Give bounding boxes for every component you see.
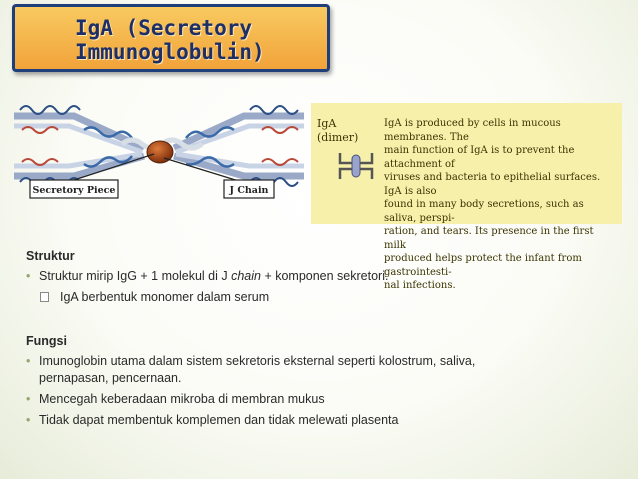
panel-text-line: nal infections. (384, 280, 456, 291)
bullet-icon: • (26, 269, 31, 283)
bullet-icon: • (26, 354, 31, 368)
panel-label (317, 117, 358, 145)
panel-text-line: viruses and bacteria to epithelial surfaces. IgA is also (384, 172, 601, 197)
panel-text-line: main function of IgA is to prevent the attachment of (384, 145, 575, 170)
checkbox-icon (40, 292, 49, 302)
struktur-heading: Struktur (26, 249, 75, 263)
slide-title-line-1: IgA (Secretory (75, 16, 253, 40)
j-chain-label: J Chain (229, 185, 269, 196)
fungsi-bullet (26, 412, 616, 429)
struktur-sub-bullet (26, 289, 616, 306)
struktur-bullet-text-suffix: + komponen sekretori. (260, 269, 389, 283)
fungsi-heading: Fungsi (26, 334, 67, 348)
fungsi-bullet-text: Tidak dapat membentuk komplemen dan tidak melewati plasenta (39, 413, 399, 427)
struktur-bullet-text-prefix: Struktur mirip IgG + 1 molekul di J (39, 269, 232, 283)
slide-title-box (12, 4, 330, 72)
iga-dimer-icon (336, 149, 376, 183)
fungsi-bullet (26, 391, 616, 408)
iga-dimer-diagram (14, 100, 304, 208)
panel-label-line-1: IgA (317, 117, 337, 130)
struktur-bullet-text-italic: chain (231, 269, 261, 283)
fungsi-bullet-text: Imunoglobin utama dalam sistem sekretoris eksternal seperti kolostrum, saliva, (39, 354, 476, 368)
fungsi-bullet-text: Mencegah keberadaan mikroba di membran mukus (39, 392, 325, 406)
fungsi-bullet-text-continued: pernapasan, pencernaan. (39, 371, 182, 385)
panel-label-line-2: (dimer) (317, 131, 359, 144)
bullet-icon: • (26, 392, 31, 406)
bullet-icon: • (26, 413, 31, 427)
slide-body (26, 248, 616, 429)
panel-text-line: IgA is produced by cells in mucous membranes. The (384, 118, 561, 143)
fungsi-bullet (26, 353, 616, 387)
slide-title-line-2: Immunoglobulin) (75, 40, 265, 64)
panel-text-line: ration, and tears. Its presence in the first milk (384, 226, 594, 251)
panel-text-line: produced helps protect the infant from gastrointesti- (384, 253, 582, 278)
struktur-bullet (26, 268, 616, 285)
secretory-piece-label: Secretory Piece (32, 185, 116, 196)
struktur-sub-bullet-text: IgA berbentuk monomer dalam serum (60, 290, 270, 304)
panel-text-line: found in many body secretions, such as saliva, perspi- (384, 199, 584, 224)
left-antibody-arms (14, 106, 144, 186)
